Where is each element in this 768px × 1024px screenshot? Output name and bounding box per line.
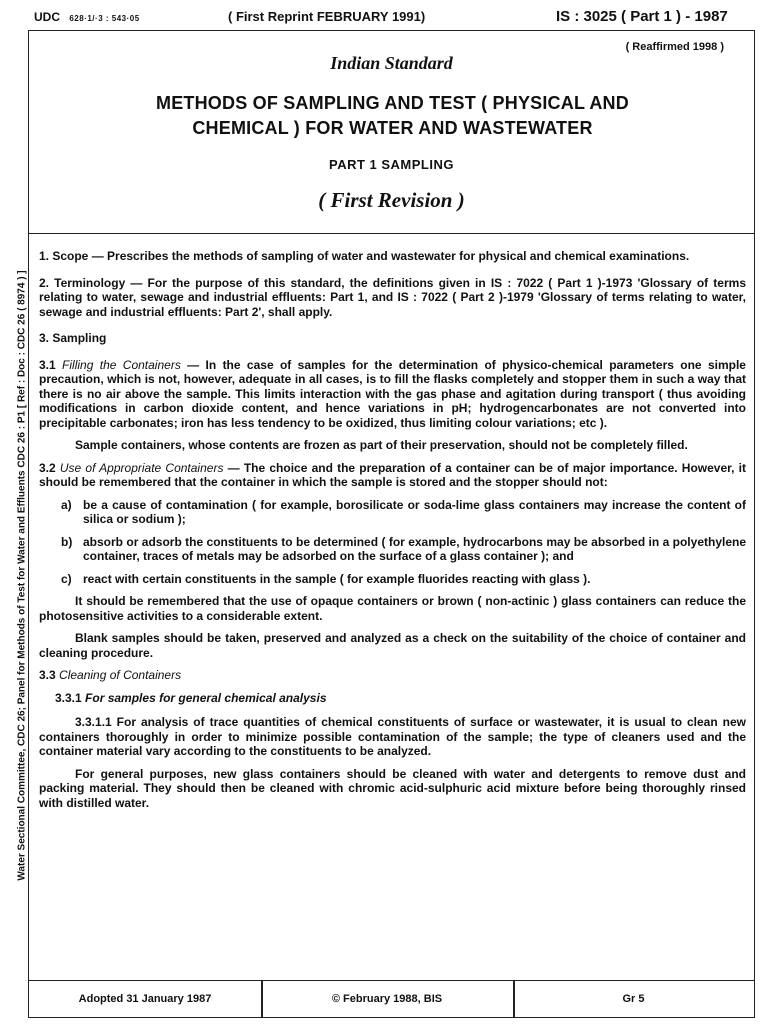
- list-item-label: b): [61, 534, 73, 549]
- list-item-text: react with certain constituents in the sample ( for example fluorides reacting with glass ).: [83, 571, 591, 586]
- document-title: [69, 91, 716, 141]
- terminology-text: — For the purpose of this standard, the definitions given in IS : 7022 ( Part 1 )-1973 'Glossary of terms relating to water, sewage and industrial effluents: Part 1, and IS : 7022 ( Part 2 )-1979 'Glossary of terms relating to water, sewage and industrial effluents: Part 2', shall apply.: [39, 275, 746, 319]
- clause-3-3-1-1-para2: For general purposes, new glass containers should be cleaned with water and detergents to remove dust and packing material. They should then be cleaned with chromic acid-sulphuric acid mixture before being thoroughly rinsed with distilled water.: [39, 766, 746, 810]
- clause-3-2-title: Use of Appropriate Containers: [59, 460, 224, 475]
- sampling-heading: 3. Sampling: [39, 331, 107, 345]
- title-divider: [29, 233, 754, 234]
- document-body: [39, 249, 746, 810]
- clause-3-3-1-1-text: For analysis of trace quantities of chemical constituents of surface or wastewater, it is usual to clean new containers thoroughly in order to minimize possible contamination of the sample; the type of cleaners used and the container material vary according to the constituents to be analyzed.: [39, 715, 746, 758]
- list-item-label: c): [61, 571, 72, 586]
- clause-3-2-para3: Blank samples should be taken, preserved and analyzed as a check on the suitability of the choice of container and cleaning procedure.: [39, 631, 746, 660]
- adopted-date: Adopted 31 January 1987: [78, 993, 212, 1005]
- copyright-note: © February 1988, BIS: [331, 993, 443, 1005]
- clause-3-1-para2: Sample containers, whose contents are frozen as part of their preservation, should not be completely filled.: [75, 438, 688, 452]
- footer-bar: [29, 980, 754, 1017]
- standard-label: Indian Standard: [330, 53, 453, 73]
- part-heading: PART 1 SAMPLING: [329, 157, 454, 172]
- clause-3-3-1: [39, 691, 746, 706]
- clause-3-3-1-number: 3.3.1: [55, 690, 82, 705]
- list-item-text: absorb or adsorb the constituents to be determined ( for example, hydrocarbons may be absorbed in a polyethylene container, traces of metals may be adsorbed on the surface of a glass container ); and: [83, 534, 746, 563]
- clause-3-2: [39, 461, 746, 490]
- clause-3-1-number: 3.1: [39, 357, 56, 372]
- udc-line: [34, 10, 140, 24]
- clause-3-3-title: Cleaning of Containers: [59, 668, 182, 682]
- terminology-section: [39, 276, 746, 320]
- document-frame: [28, 30, 755, 1018]
- clause-3-2-number: 3.2: [39, 460, 56, 475]
- reaffirmed-note: ( Reaffirmed 1998 ): [625, 41, 724, 53]
- list-item: [39, 572, 746, 587]
- title-line-2: CHEMICAL ) FOR WATER AND WASTEWATER: [192, 118, 593, 138]
- scope-section: [39, 249, 746, 264]
- revision-label: ( First Revision ): [318, 188, 465, 212]
- clause-3-2-para2: It should be remembered that the use of opaque containers or brown ( non-actinic ) glass containers can reduce the photosensitive activities to a considerable extent.: [39, 594, 746, 623]
- list-item: [39, 498, 746, 527]
- reprint-note: ( First Reprint FEBRUARY 1991): [228, 9, 426, 24]
- list-item-text: be a cause of contamination ( for example, borosilicate or soda-lime glass containers may increase the content of silica or sodium );: [83, 497, 746, 526]
- clause-3-3: [39, 668, 746, 683]
- terminology-heading: 2. Terminology: [39, 275, 126, 290]
- scope-text: — Prescribes the methods of sampling of water and wastewater for physical and chemical examinations.: [88, 249, 690, 263]
- clause-3-3-1-title: For samples for general chemical analysis: [85, 690, 327, 705]
- price-group: Gr 5: [622, 993, 645, 1005]
- title-line-1: METHODS OF SAMPLING AND TEST ( PHYSICAL AND: [156, 93, 629, 113]
- clause-3-1-text: — In the case of samples for the determination of physico-chemical parameters one simple precaution, which is not, however, adequate in all cases, is to fill the flasks completely and stopper them in such a way that there is no air above the sample. This limits interaction with the gas phase and agitation during transport ( thus avoiding modifications in carbon dioxide content, and hence variations in pH; hydrogencarbonates are not converted into precipitable carbonates; iron has less tendency to be oxidized, thus limiting colour variations; etc ).: [39, 357, 746, 430]
- clause-3-3-number: 3.3: [39, 668, 56, 682]
- list-item: [39, 535, 746, 564]
- clause-3-3-1-1-number: 3.3.1.1: [75, 715, 112, 729]
- udc-label: UDC: [34, 10, 60, 24]
- udc-number: 628·1/·3 : 543·05: [69, 14, 140, 23]
- committee-sidebar: Water Sectional Committee, CDC 26; Panel for Methods of Test for Water and Effluents CDC 26 : P1 [ Ref : Doc : CDC 26 ( 8974 ) ]: [16, 270, 28, 881]
- standard-number: IS : 3025 ( Part 1 ) - 1987: [556, 8, 728, 25]
- clause-3-1: [39, 358, 746, 431]
- list-item-label: a): [61, 497, 72, 512]
- clause-3-1-title: Filling the Containers: [62, 357, 181, 372]
- clause-3-2-text: — The choice and the preparation of a container can be of major importance. However, it should be remembered that the container in which the sample is stored and the stopper should not:: [39, 460, 746, 489]
- clause-3-3-1-1: [39, 715, 746, 759]
- scope-heading: 1. Scope: [39, 249, 89, 263]
